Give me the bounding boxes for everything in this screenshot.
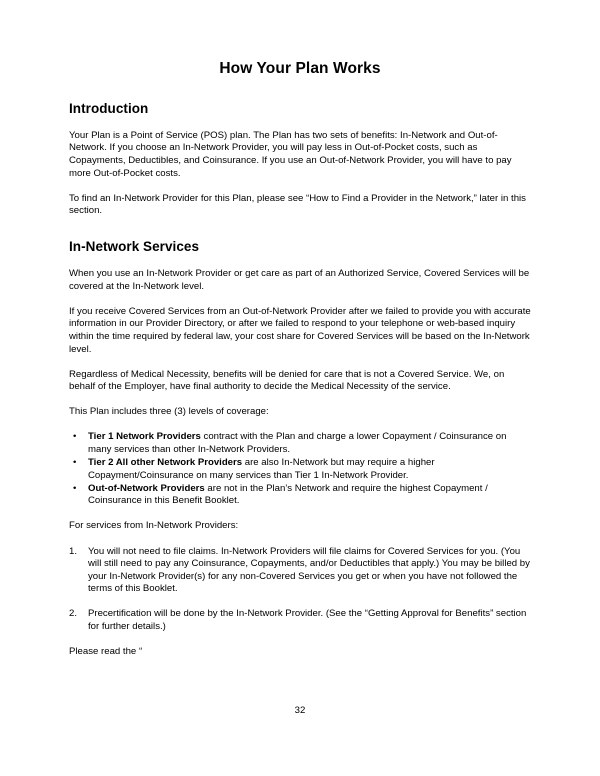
coverage-levels-list	[69, 431, 531, 508]
section-heading-in-network-services: In-Network Services	[69, 238, 200, 254]
coverage-level-lead-in: Tier 2 All other Network Providers	[88, 457, 243, 469]
in-network-numbered-list	[69, 546, 531, 634]
page-content	[69, 60, 531, 659]
bullet-icon: •	[73, 457, 77, 469]
coverage-level-lead-in: Tier 1 Network Providers	[88, 431, 201, 443]
list-item	[69, 431, 531, 456]
bullet-icon: •	[73, 482, 77, 494]
section-heading-introduction: Introduction	[69, 100, 149, 116]
list-number: 2.	[69, 608, 78, 620]
in-network-paragraph-3: Regardless of Medical Necessity, benefits will be denied for care that is not a Covered Service. We, on behalf of the Employer, have final authority to decide the Medical Necessity of the service.	[69, 368, 505, 393]
coverage-level-text: are not in the Plan’s Network and require the highest Copayment / Coinsurance in this Benefit Booklet.	[88, 482, 488, 507]
list-item-text: Precertification will be done by the In-Network Provider. (See the “Getting Approval for Benefits” section for further details.)	[88, 608, 527, 632]
list-item	[69, 457, 531, 482]
bullet-icon: •	[73, 431, 77, 443]
introduction-paragraph-2: To find an In-Network Provider for this Plan, please see “How to Find a Provider in the Network,” later in this section.	[69, 192, 526, 217]
list-number: 1.	[69, 545, 78, 557]
coverage-levels-intro: This Plan includes three (3) levels of coverage:	[69, 406, 269, 418]
list-item	[69, 483, 531, 508]
list-item-text: You will not need to file claims. In-Network Providers will file claims for Covered Services for you. (You will still need to pay any Coinsurance, Copayments, and/or Deductibles that apply.) You may be billed by your In-Network Provider(s) for any non-Covered Services you get or when you have not followed the terms of this Booklet.	[88, 545, 530, 595]
introduction-paragraph-1: Your Plan is a Point of Service (POS) plan. The Plan has two sets of benefits: In-Network and Out-of-Network. If you choose an In-Network Provider, you will pay less in Out-of-Pocket costs, such as Copayments, Deductibles, and Coinsurance. If you use an Out-of-Network Provider, you will have to pay more Out-of-Pocket costs.	[69, 129, 512, 179]
in-network-paragraph-2: If you receive Covered Services from an Out-of-Network Provider after we failed to provide you with accurate information in our Provider Directory, or after we failed to respond to your telephone or web-based inquiry within the time required by federal law, your cost share for Covered Services will be based on the In-Network level.	[69, 305, 531, 355]
in-network-paragraph-1: When you use an In-Network Provider or get care as part of an Authorized Service, Covered Services will be covered at the In-Network level.	[69, 268, 530, 292]
coverage-level-text: contract with the Plan and charge a lower Copayment / Coinsurance on many services than other In-Network Providers.	[88, 431, 507, 455]
page-number-footer: 32	[294, 705, 306, 716]
closing-line: Please read the “	[69, 646, 143, 658]
coverage-level-text: are also In-Network but may require a higher Copayment/Coinsurance on many services than Tier 1 In-Network Provider.	[88, 457, 435, 481]
coverage-level-lead-in: Out-of-Network Providers	[88, 482, 205, 494]
page-title: How Your Plan Works	[219, 60, 381, 77]
list-item	[69, 608, 531, 633]
in-network-providers-intro: For services from In-Network Providers:	[69, 520, 239, 532]
list-item	[69, 546, 531, 596]
